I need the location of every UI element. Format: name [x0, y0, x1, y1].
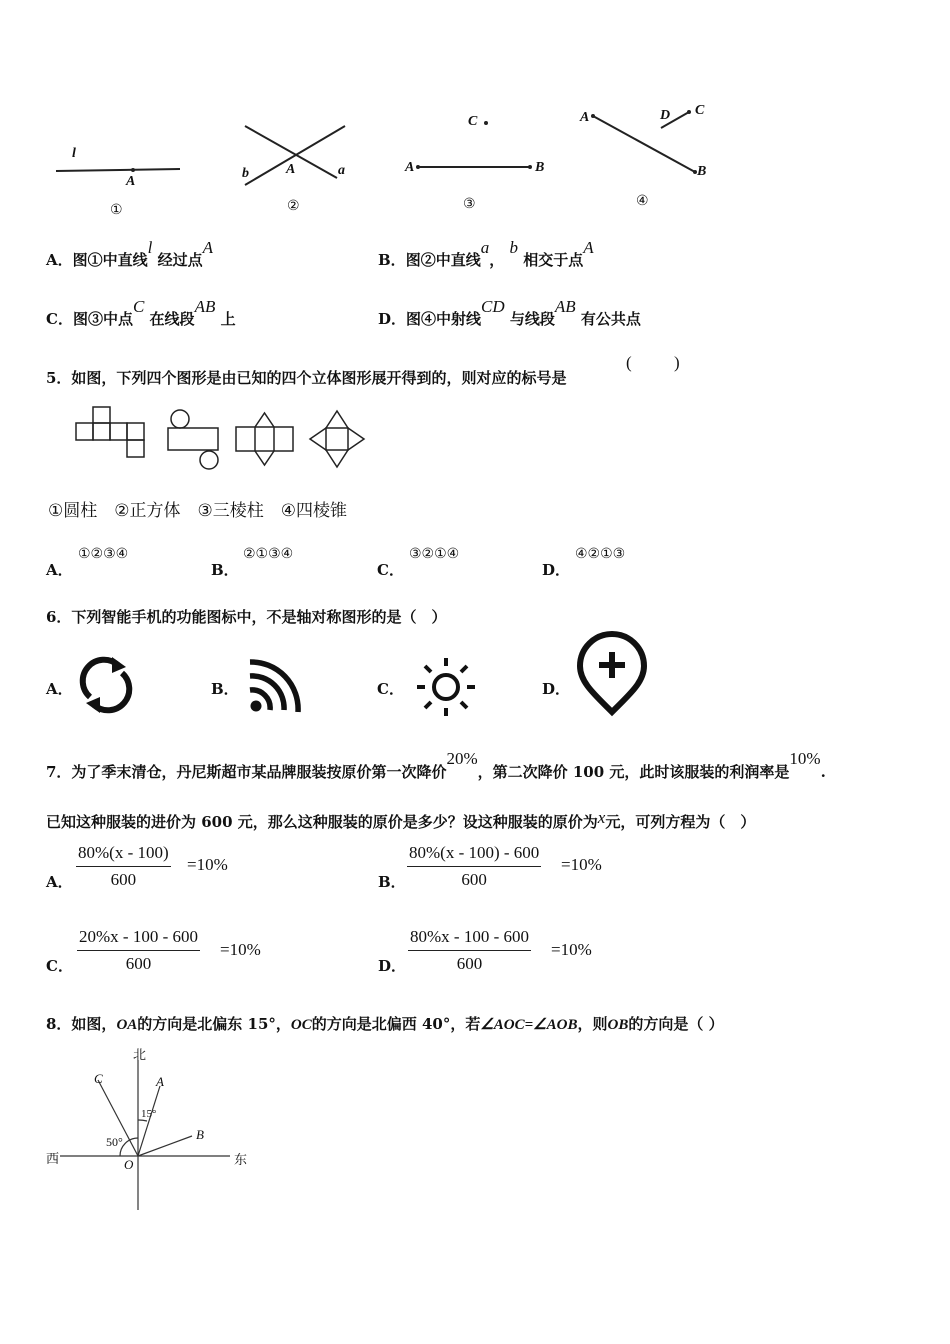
q6-stem: 6．下列智能手机的功能图标中，不是轴对称图形的是（ ）: [46, 608, 447, 626]
fig2-caption: ②: [287, 198, 300, 214]
point-b-label: B: [196, 1127, 204, 1142]
fig2-label-a: a: [338, 163, 345, 178]
q7-option-d-fraction: $\frac{80\%x - 100 - 600}{600}$: [410, 927, 529, 973]
west-label: 西: [46, 1152, 60, 1167]
rss-feed-icon: [246, 658, 306, 718]
point-a-label: A: [156, 1074, 164, 1089]
figure-2-intersecting-lines: [235, 120, 355, 200]
q7-option-b-label[interactable]: B．: [378, 873, 406, 891]
fig3-label-b: B: [535, 160, 545, 175]
fig3-label-a: A: [405, 160, 415, 175]
fig4-label-c: C: [695, 103, 705, 118]
q4-option-a[interactable]: A．图①中直线l 经过点A: [46, 238, 214, 269]
fig1-label-a: A: [126, 174, 136, 189]
q7-option-c-label[interactable]: C．: [46, 957, 73, 975]
q6-option-c-label[interactable]: C．: [377, 680, 404, 698]
q4-option-b[interactable]: B．图②中直线a， b 相交于点A: [378, 238, 594, 269]
q5-paren-left: (: [626, 353, 632, 372]
q7-option-b-rhs: =10%: [561, 855, 602, 874]
fig1-label-l: l: [72, 146, 76, 161]
refresh-icon: [76, 655, 136, 715]
point-c-label: C: [94, 1071, 103, 1086]
fig4-label-a: A: [580, 110, 590, 125]
q5-solids-list: ①圆柱 ②正方体 ③三棱柱 ④四棱锥: [48, 501, 347, 521]
fig2-label-b: b: [242, 166, 249, 181]
q7-line1: 7．为了季末清仓，丹尼斯超市某品牌服装按原价第一次降价20%，第二次降价 100 元，此时该服装的利润率是10%.: [46, 749, 826, 781]
q6-option-b-label[interactable]: B．: [211, 680, 239, 698]
fig4-label-b: B: [697, 164, 707, 179]
q5-stem: 5．如图，下列四个图形是由已知的四个立体图形展开得到的，则对应的标号是: [46, 369, 567, 387]
q5-option-c-value: ③②①④: [409, 546, 460, 562]
q6-option-a-label[interactable]: A．: [46, 680, 73, 698]
q4-option-d[interactable]: D．图④中射线CD 与线段AB 有公共点: [378, 297, 641, 328]
angle-50-label: 50°: [106, 1135, 123, 1149]
fig4-label-d: D: [660, 108, 671, 123]
q5-option-d-value: ④②①③: [575, 546, 626, 562]
q5-nets-figure: [70, 405, 380, 477]
q5-option-b-label[interactable]: B．: [211, 561, 239, 579]
north-label: 北: [133, 1048, 147, 1063]
q5-option-d-label[interactable]: D．: [542, 561, 571, 579]
q7-option-b-fraction: $\frac{80\%(x - 100) - 600}{600}$: [409, 843, 540, 889]
angle-15-label: 15°: [141, 1108, 157, 1120]
q5-option-c-label[interactable]: C．: [377, 561, 404, 579]
fig4-caption: ④: [636, 193, 649, 209]
east-label: 东: [234, 1153, 248, 1168]
q7-var: x: [597, 808, 606, 827]
q7-pct1: 20%: [446, 749, 478, 768]
point-o-label: O: [124, 1157, 134, 1172]
q7-option-c-rhs: =10%: [220, 940, 261, 959]
q7-option-c-fraction: $\frac{20\%x - 100 - 600}{600}$: [79, 927, 198, 973]
q5-paren-right: ): [674, 353, 680, 372]
q7-option-a-label[interactable]: A．: [46, 873, 73, 891]
q6-option-d-label[interactable]: D．: [542, 680, 571, 698]
q5-option-b-value: ②①③④: [243, 546, 294, 562]
q7-option-d-label[interactable]: D．: [378, 957, 407, 975]
q7-option-d-rhs: =10%: [551, 940, 592, 959]
q7-option-a-rhs: =10%: [187, 855, 228, 874]
q5-option-a-value: ①②③④: [78, 546, 129, 562]
q7-option-a-fraction: $\frac{80\%(x - 100)}{600}$: [78, 843, 169, 889]
fig3-caption: ③: [463, 196, 476, 212]
q4-option-c[interactable]: C．图③中点C 在线段AB 上: [46, 297, 236, 328]
fig1-caption: ①: [110, 202, 123, 218]
q8-direction-diagram: [40, 1040, 260, 1220]
fig3-label-c: C: [468, 114, 478, 129]
q5-option-a-label[interactable]: A．: [46, 561, 73, 579]
q7-pct2: 10%: [789, 749, 821, 768]
add-location-pin-icon: [574, 632, 650, 718]
q7-line2: 已知这种服装的进价为 600 元，那么这种服装的原价是多少？设这种服装的原价为x元，可列方程为（ ）: [46, 808, 756, 831]
fig2-label-A: A: [286, 162, 296, 177]
brightness-sun-icon: [414, 656, 478, 720]
q8-stem: 8．如图，OA的方向是北偏东 15°，OC的方向是北偏西 40°，若∠AOC=∠AOB，则OB的方向是（ ）: [46, 1015, 724, 1033]
